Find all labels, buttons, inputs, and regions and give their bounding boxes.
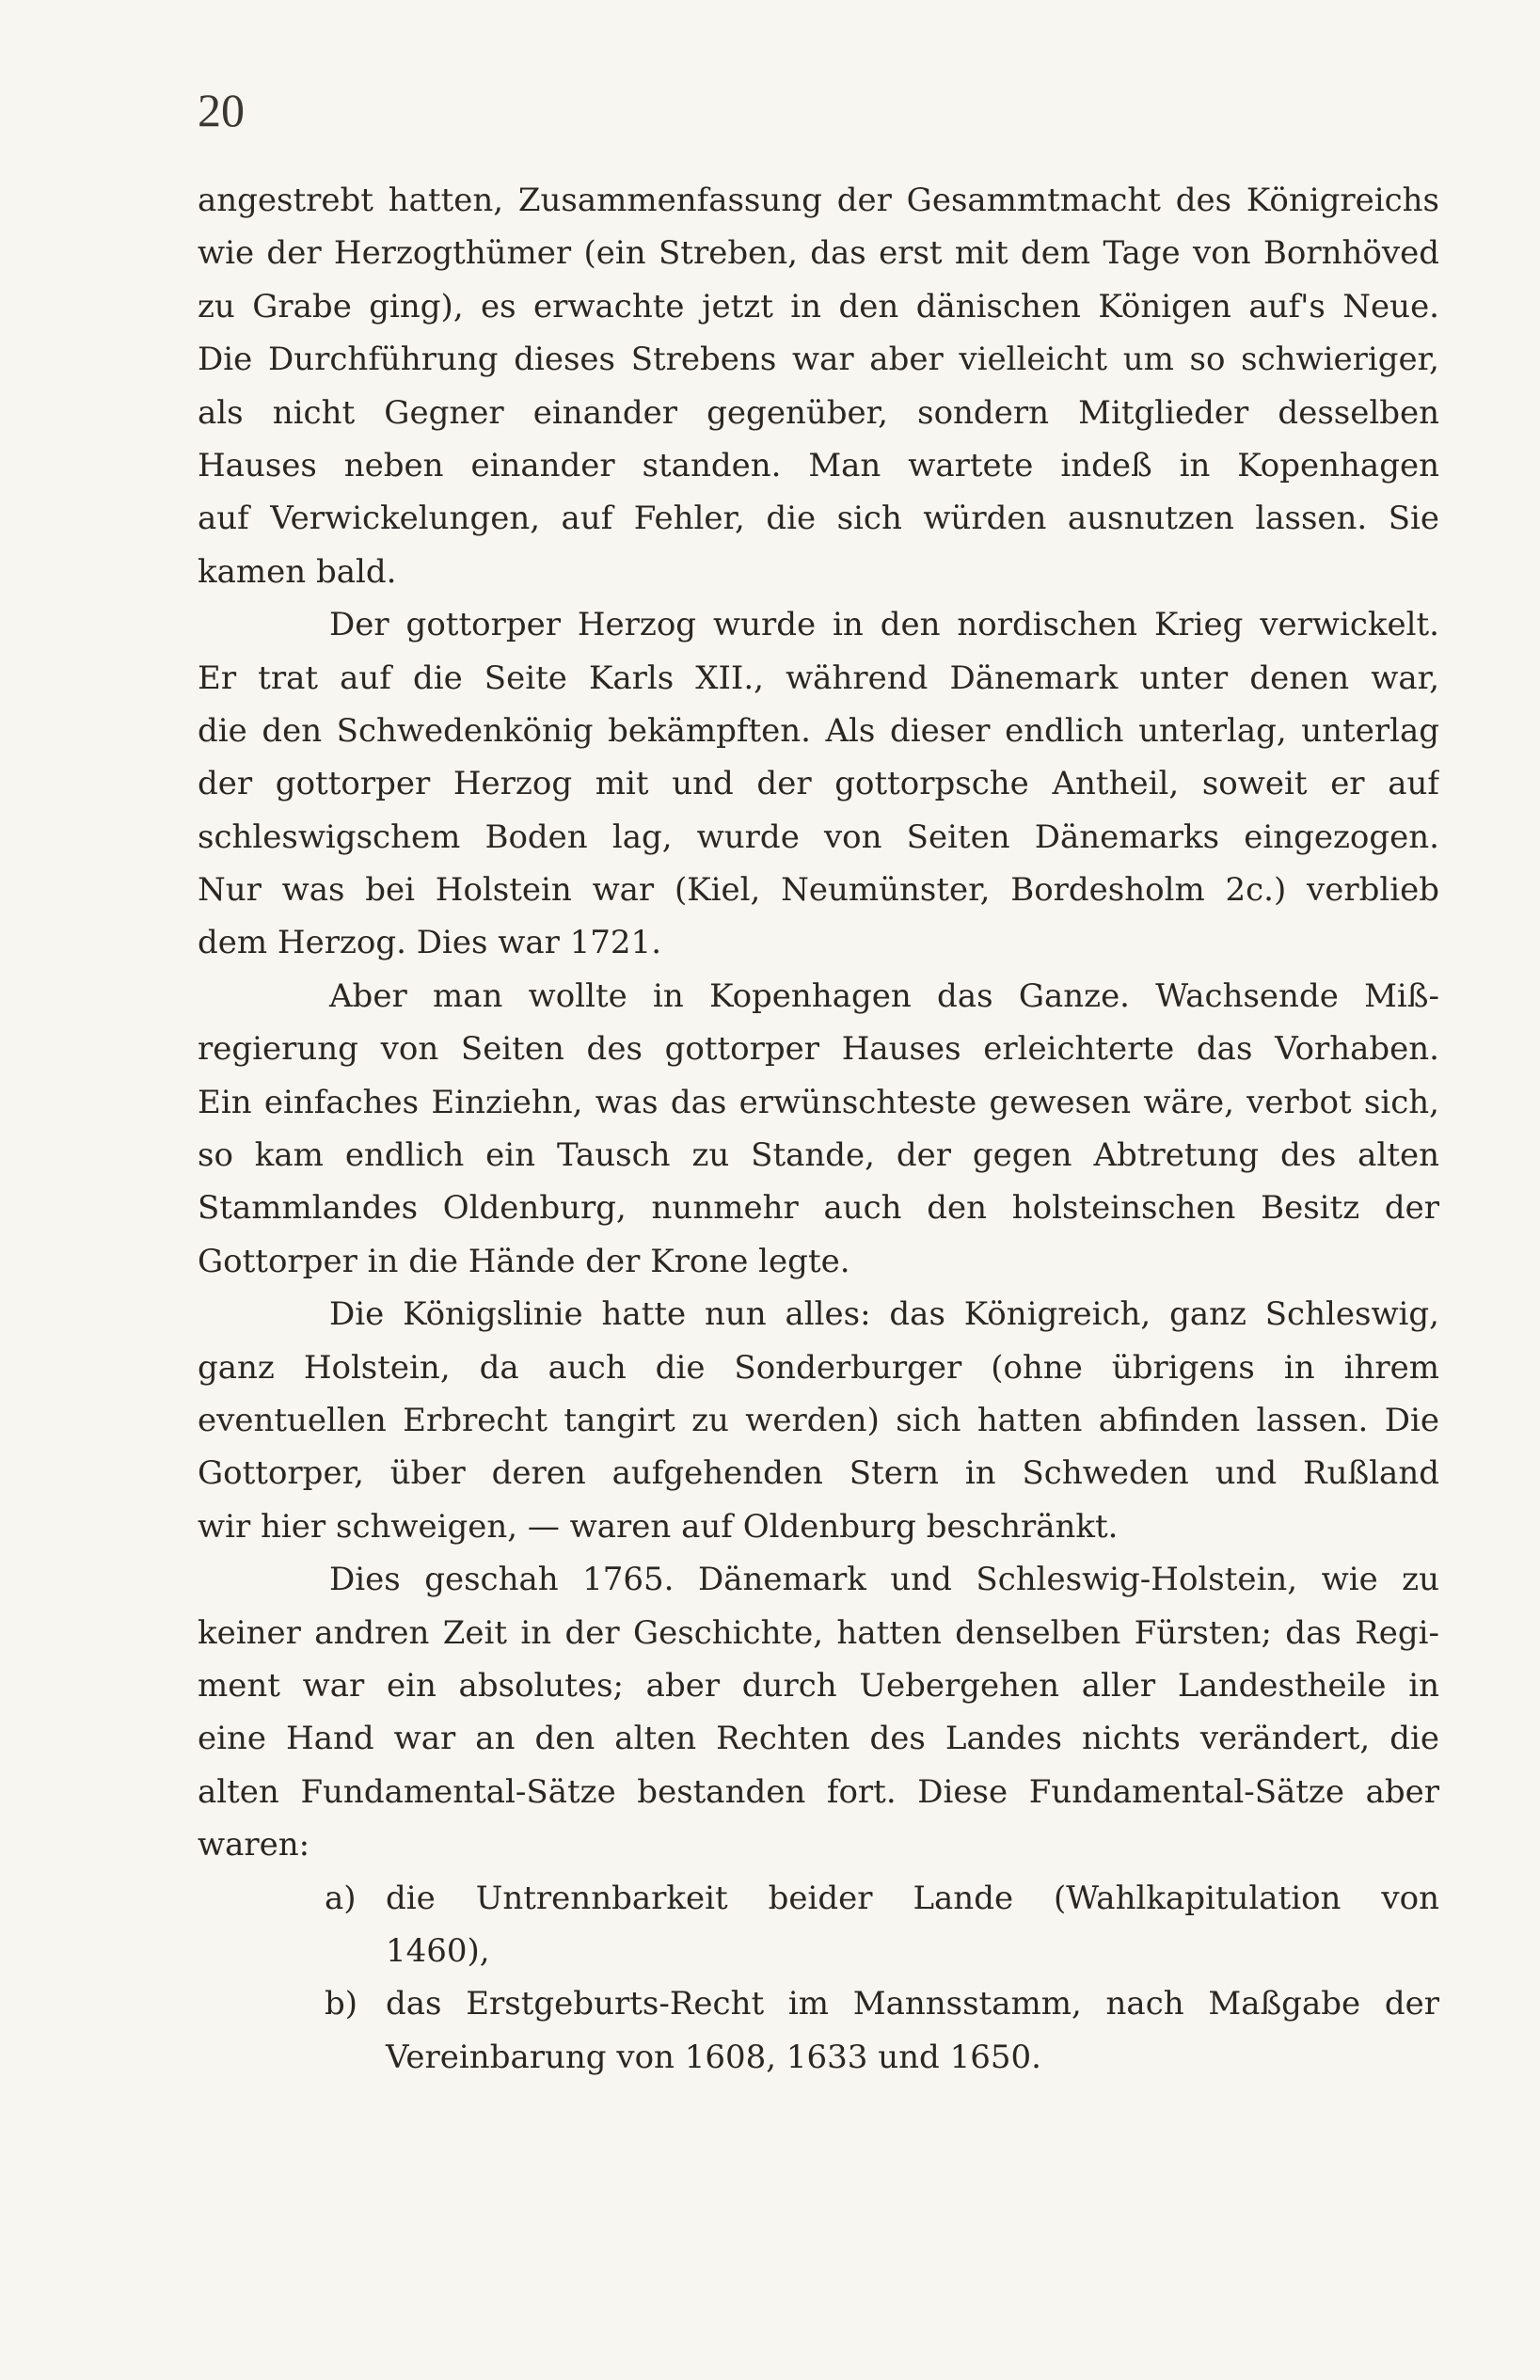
list-item-continuation: Vereinbarung von 1608, 1633 und 1650. xyxy=(386,2038,1041,2076)
list-item-continuation: 1460), xyxy=(386,1931,490,1970)
text-line: Stammlandes Oldenburg, nunmehr auch den holsteinschen Besitz der xyxy=(198,1189,1439,1228)
text-line: ganz Holstein, da auch die Sonderburger (ohne übrigens in ihrem xyxy=(198,1348,1439,1387)
text-line: eine Hand war an den alten Rechten des Landes nichts verändert, die xyxy=(198,1720,1439,1758)
page-number: 20 xyxy=(198,84,245,136)
text-line: Die Königslinie hatte nun alles: das Königreich, ganz Schleswig, xyxy=(329,1295,1439,1334)
text-line: Die Durchführung dieses Strebens war aber vielleicht um so schwieriger, xyxy=(198,341,1439,379)
text-line: Dies geschah 1765. Dänemark und Schleswig-Holstein, wie zu xyxy=(329,1561,1439,1599)
text-line: Gottorper in die Hände der Krone legte. xyxy=(198,1242,850,1280)
text-line: Gottorper, über deren aufgehenden Stern in Schweden und Rußland xyxy=(198,1454,1439,1493)
list-item-text: die Untrennbarkeit beider Lande (Wahlkapitulation von xyxy=(386,1879,1439,1917)
text-line: eventuellen Erbrecht tangirt zu werden) sich hatten abfinden lassen. Die xyxy=(198,1401,1439,1439)
text-line: der gottorper Herzog mit und der gottorpsche Antheil, soweit er auf xyxy=(198,765,1439,803)
text-line: so kam endlich ein Tausch zu Stande, der gegen Abtretung des alten xyxy=(198,1136,1439,1175)
list-item xyxy=(198,1872,1439,1925)
text-line: Er trat auf die Seite Karls XII., während Dänemark unter denen war, xyxy=(198,658,1439,697)
list-item-marker: a) xyxy=(325,1879,357,1917)
text-line: wir hier schweigen, — waren auf Oldenburg beschränkt. xyxy=(198,1507,1119,1546)
text-line: dem Herzog. Dies war 1721. xyxy=(198,924,661,962)
text-line: angestrebt hatten, Zusammenfassung der Gesammtmacht des Königreichs xyxy=(198,182,1439,219)
text-line: keiner andren Zeit in der Geschichte, hatten denselben Fürsten; das Regi- xyxy=(198,1613,1439,1652)
text-line: zu Grabe ging), es erwachte jetzt in den dänischen Königen auf's Neue. xyxy=(198,287,1439,325)
text-line: alten Fundamental-Sätze bestanden fort. Diese Fundamental-Sätze aber xyxy=(198,1772,1439,1811)
text-line: als nicht Gegner einander gegenüber, sondern Mitglieder desselben xyxy=(198,393,1439,432)
list-item xyxy=(198,1977,1439,2030)
text-line: kamen bald. xyxy=(198,552,397,591)
text-line: wie der Herzogthümer (ein Streben, das erst mit dem Tage von Bornhöved xyxy=(198,234,1439,273)
text-line: waren: xyxy=(198,1826,310,1864)
body-text xyxy=(198,174,1439,2084)
text-line: regierung von Seiten des gottorper Hauses erleichterte das Vorhaben. xyxy=(198,1030,1439,1069)
text-line: die den Schwedenkönig bekämpften. Als dieser endlich unterlag, unterlag xyxy=(198,711,1439,750)
list-item-text: das Erstgeburts-Recht im Mannsstamm, nach Maßgabe der xyxy=(386,1985,1439,2023)
text-line: Ein einfaches Einziehn, was das erwünschteste gewesen wäre, verbot sich, xyxy=(198,1083,1439,1121)
text-line: auf Verwickelungen, auf Fehler, die sich würden ausnutzen lassen. Sie xyxy=(198,500,1439,538)
text-line: Der gottorper Herzog wurde in den nordischen Krieg verwickelt. xyxy=(329,606,1439,644)
list-item-marker: b) xyxy=(325,1985,358,2023)
text-line: ment war ein absolutes; aber durch Uebergehen aller Landestheile in xyxy=(198,1666,1439,1705)
text-line: Hauses neben einander standen. Man wartete indeß in Kopenhagen xyxy=(198,446,1439,484)
text-line: schleswigschem Boden lag, wurde von Seiten Dänemarks eingezogen. xyxy=(198,817,1439,856)
text-line: Aber man wollte in Kopenhagen das Ganze. Wachsende Miß- xyxy=(329,976,1439,1015)
text-line: Nur was bei Holstein war (Kiel, Neumünster, Bordesholm 2c.) verblieb xyxy=(198,871,1439,910)
